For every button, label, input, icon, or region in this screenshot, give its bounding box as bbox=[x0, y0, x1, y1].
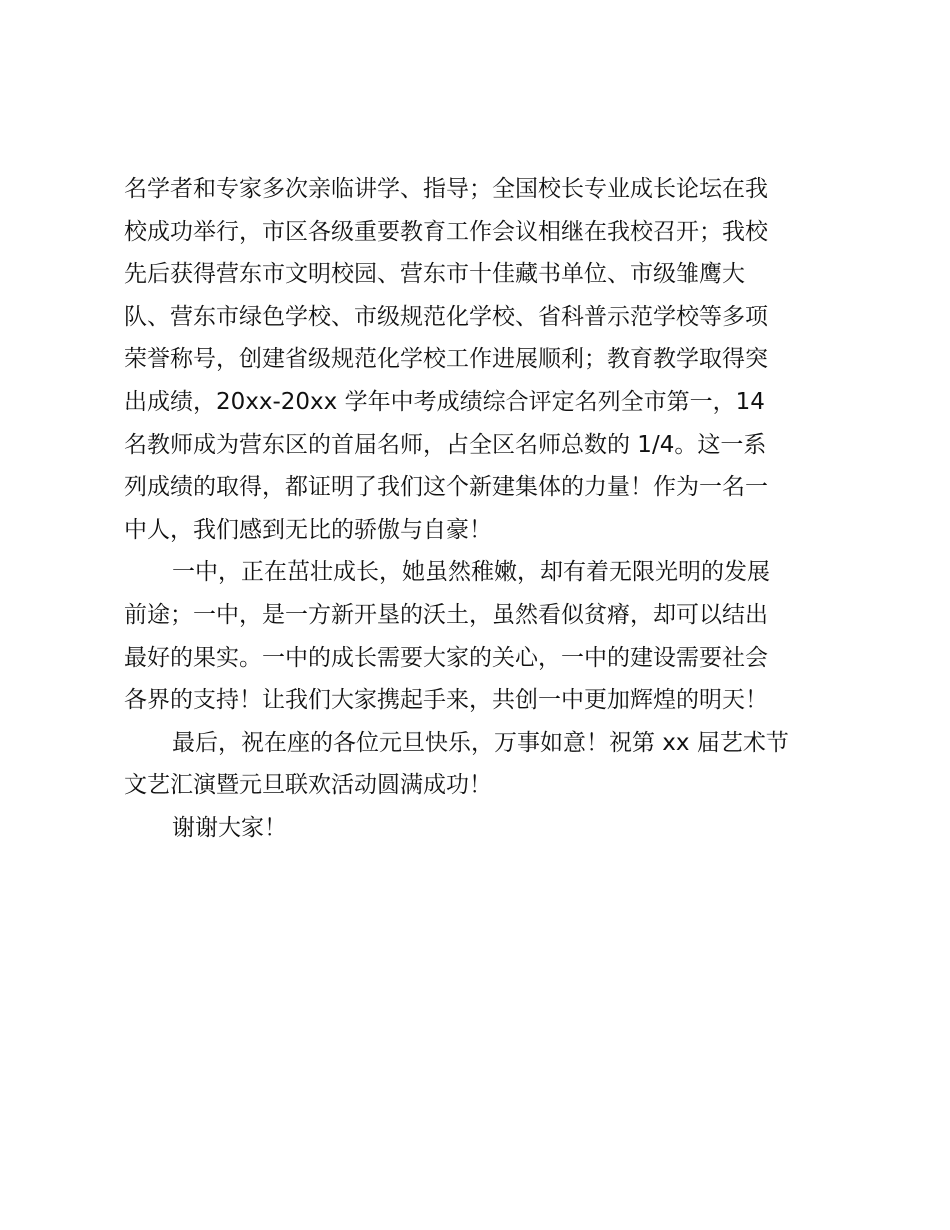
closing-line: 谢谢大家！ bbox=[172, 814, 287, 841]
text-line: 最好的果实。一中的成长需要大家的关心，一中的建设需要社会 bbox=[124, 644, 768, 671]
text-line: 各界的支持！让我们大家携起手来，共创一中更加辉煌的明天！ bbox=[124, 687, 768, 714]
text-line: 出成绩，20xx-20xx 学年中考成绩综合评定名列全市第一，14 bbox=[124, 388, 765, 415]
text-line: 先后获得营东市文明校园、营东市十佳藏书单位、市级雏鹰大 bbox=[124, 261, 745, 288]
paragraph-start-line: 一中，正在茁壮成长，她虽然稚嫩，却有着无限光明的发展 bbox=[172, 559, 770, 586]
text-line: 文艺汇演暨元旦联欢活动圆满成功！ bbox=[124, 772, 492, 799]
text-line: 中人，我们感到无比的骄傲与自豪！ bbox=[124, 516, 492, 543]
text-line: 名学者和专家多次亲临讲学、指导；全国校长专业成长论坛在我 bbox=[124, 176, 768, 202]
speech-body-text bbox=[124, 168, 844, 850]
text-line: 荣誉称号，创建省级规范化学校工作进展顺利；教育教学取得突 bbox=[124, 346, 768, 373]
text-line: 名教师成为营东区的首届名师，占全区名师总数的 1/4。这一系 bbox=[124, 431, 767, 458]
paragraph-start-line: 最后，祝在座的各位元旦快乐，万事如意！祝第 xx 届艺术节 bbox=[172, 729, 789, 756]
text-line: 队、营东市绿色学校、市级规范化学校、省科普示范学校等多项 bbox=[124, 303, 768, 330]
text-line: 前途；一中，是一方新开垦的沃土，虽然看似贫瘠，却可以结出 bbox=[124, 601, 768, 628]
text-line: 列成绩的取得，都证明了我们这个新建集体的力量！作为一名一 bbox=[124, 474, 768, 501]
text-line: 校成功举行，市区各级重要教育工作会议相继在我校召开；我校 bbox=[124, 218, 768, 245]
